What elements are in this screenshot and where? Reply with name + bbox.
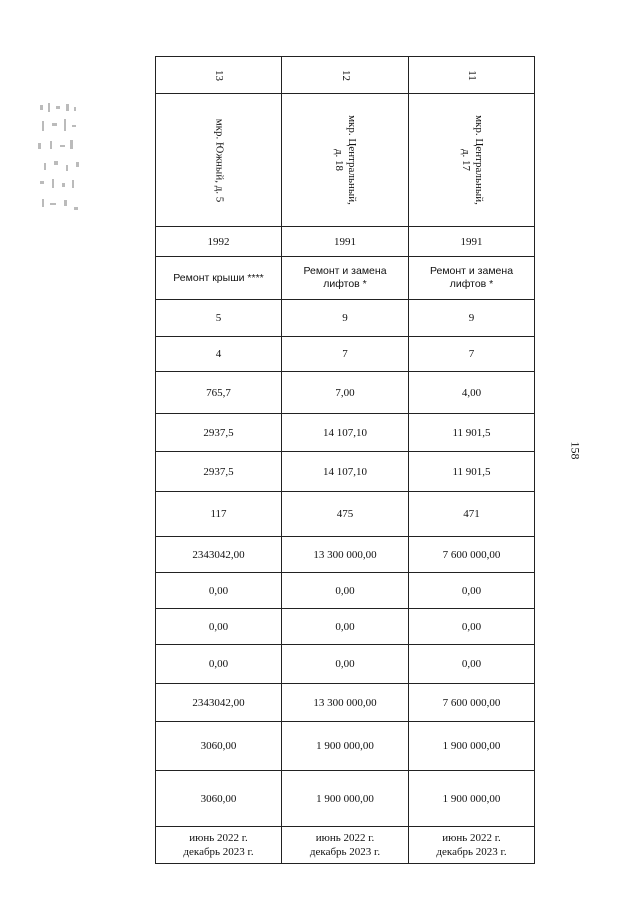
cell-value: 2343042,00 — [156, 537, 282, 573]
address-text: мкр. Центральный, д. 18 — [332, 115, 358, 205]
table-row-value-4 — [156, 492, 535, 537]
table-row-dates — [156, 827, 535, 864]
table-row-work-type — [156, 257, 535, 300]
cell-floors: 5 — [156, 300, 282, 337]
cell-value: 13 300 000,00 — [282, 537, 409, 573]
cell-value: 14 107,10 — [282, 452, 409, 492]
cell-value: 4,00 — [409, 372, 535, 414]
column-number: 11 — [466, 69, 478, 81]
cell-dates: июнь 2022 г. декабрь 2023 г. — [282, 827, 409, 864]
cell-value: 475 — [282, 492, 409, 537]
cell-value: 0,00 — [282, 645, 409, 684]
cell-value: 471 — [409, 492, 535, 537]
column-number: 12 — [339, 69, 352, 81]
table-row-value-8 — [156, 645, 535, 684]
address-text: мкр. Центральный, д. 17 — [459, 115, 485, 205]
cell-entrances: 7 — [282, 337, 409, 372]
cell-value: 1 900 000,00 — [282, 771, 409, 827]
cell-address — [282, 94, 409, 227]
cell-address — [409, 94, 535, 227]
cell-value: 7 600 000,00 — [409, 684, 535, 722]
data-table — [155, 56, 535, 864]
cell-value: 0,00 — [156, 645, 282, 684]
cell-num — [156, 57, 282, 94]
cell-year: 1992 — [156, 227, 282, 257]
cell-value: 1 900 000,00 — [409, 771, 535, 827]
cell-value: 7,00 — [282, 372, 409, 414]
page-number: 158 — [568, 441, 583, 460]
cell-address — [156, 94, 282, 227]
cell-dates: июнь 2022 г. декабрь 2023 г. — [156, 827, 282, 864]
cell-value: 0,00 — [156, 609, 282, 645]
cell-floors: 9 — [282, 300, 409, 337]
table-row-value-2 — [156, 414, 535, 452]
table-row-address — [156, 94, 535, 227]
cell-value: 1 900 000,00 — [409, 722, 535, 771]
table-row-value-5 — [156, 537, 535, 573]
cell-work-type: Ремонт и замена лифтов * — [282, 257, 409, 300]
table-row-value-11 — [156, 771, 535, 827]
table-row-value-7 — [156, 609, 535, 645]
cell-value: 765,7 — [156, 372, 282, 414]
table-row-value-6 — [156, 573, 535, 609]
table-row-column-numbers — [156, 57, 535, 94]
cell-value: 2343042,00 — [156, 684, 282, 722]
scan-artifact-icon — [38, 103, 80, 215]
column-number: 13 — [213, 69, 225, 81]
cell-value: 11 901,5 — [409, 414, 535, 452]
cell-num — [409, 57, 535, 94]
cell-value: 1 900 000,00 — [282, 722, 409, 771]
cell-value: 0,00 — [409, 573, 535, 609]
cell-entrances: 7 — [409, 337, 535, 372]
cell-value: 2937,5 — [156, 414, 282, 452]
cell-floors: 9 — [409, 300, 535, 337]
cell-value: 14 107,10 — [282, 414, 409, 452]
cell-value: 2937,5 — [156, 452, 282, 492]
cell-value: 3060,00 — [156, 771, 282, 827]
table-row-value-10 — [156, 722, 535, 771]
table-row-year — [156, 227, 535, 257]
cell-value: 11 901,5 — [409, 452, 535, 492]
table-row-value-1 — [156, 372, 535, 414]
cell-value: 0,00 — [409, 609, 535, 645]
cell-year: 1991 — [409, 227, 535, 257]
cell-value: 3060,00 — [156, 722, 282, 771]
cell-value: 0,00 — [282, 609, 409, 645]
cell-value: 0,00 — [409, 645, 535, 684]
cell-work-type: Ремонт и замена лифтов * — [409, 257, 535, 300]
cell-entrances: 4 — [156, 337, 282, 372]
cell-value: 13 300 000,00 — [282, 684, 409, 722]
table-row-entrances — [156, 337, 535, 372]
cell-year: 1991 — [282, 227, 409, 257]
cell-value: 0,00 — [156, 573, 282, 609]
cell-work-type: Ремонт крыши **** — [156, 257, 282, 300]
cell-value: 7 600 000,00 — [409, 537, 535, 573]
cell-value: 117 — [156, 492, 282, 537]
table-row-value-9 — [156, 684, 535, 722]
table-row-floors — [156, 300, 535, 337]
address-text: мкр. Южный, д. 5 — [212, 118, 225, 202]
cell-value: 0,00 — [282, 573, 409, 609]
cell-dates: июнь 2022 г. декабрь 2023 г. — [409, 827, 535, 864]
cell-num — [282, 57, 409, 94]
table-row-value-3 — [156, 452, 535, 492]
